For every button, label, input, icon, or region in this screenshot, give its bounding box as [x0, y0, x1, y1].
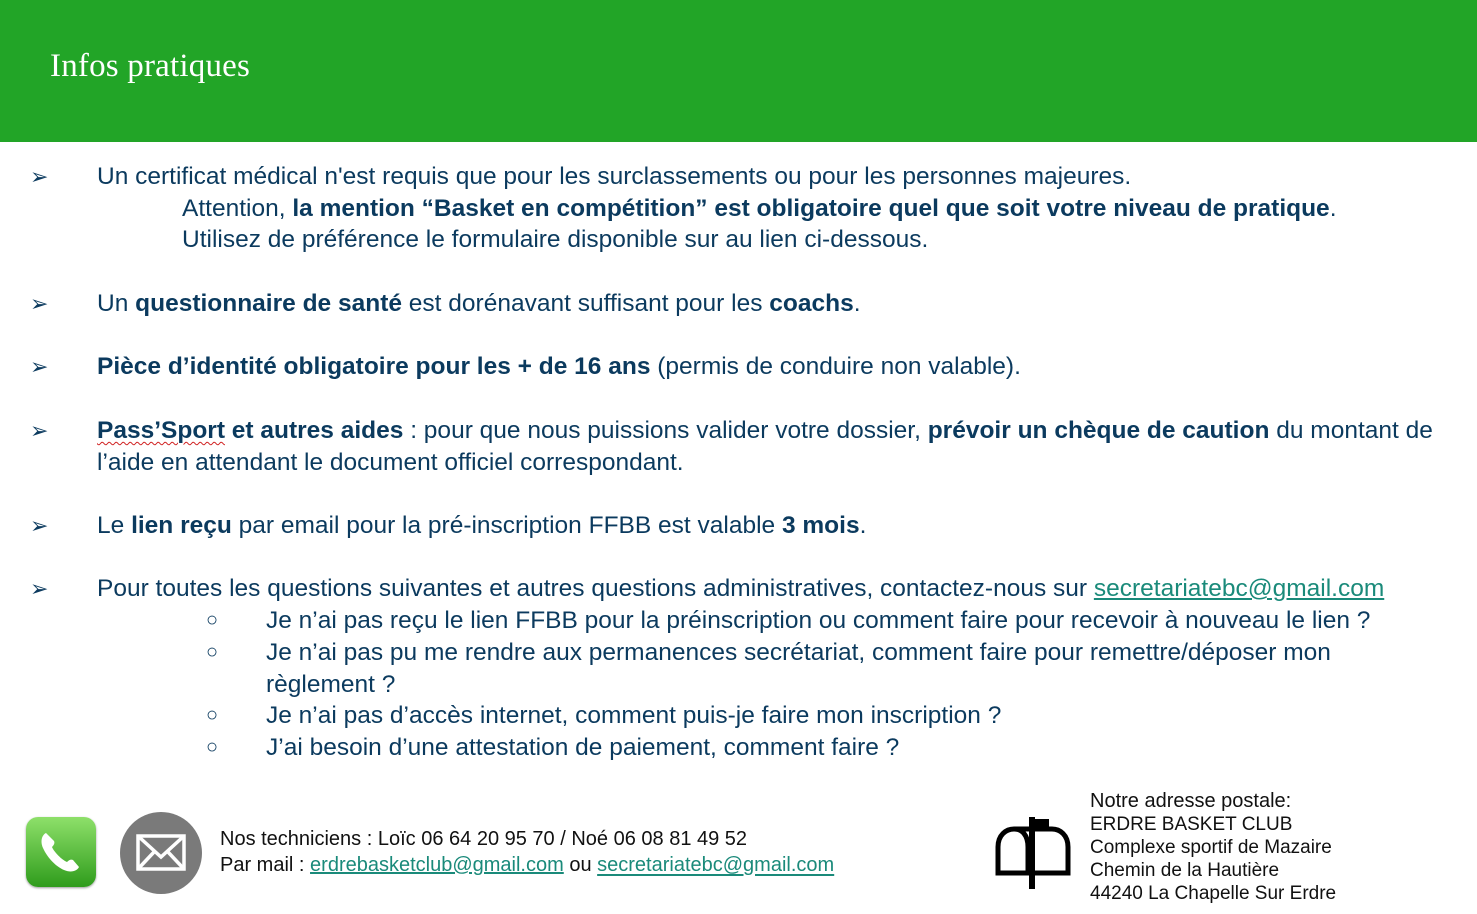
address-heading: Notre adresse postale: — [1090, 790, 1292, 812]
arrowhead-bullet-icon: ➢ — [30, 576, 49, 601]
address-line: Chemin de la Hautière — [1090, 860, 1280, 881]
arrowhead-bullet-icon: ➢ — [30, 513, 49, 538]
circle-bullet-icon: ○ — [206, 609, 219, 631]
secretariat-email-link[interactable]: secretariatebc@gmail.com — [1093, 575, 1385, 602]
secretariat-email-link-footer[interactable]: secretariatebc@gmail.com — [597, 854, 835, 876]
header-banner — [0, 0, 1477, 142]
page-title: Infos pratiques — [50, 48, 251, 84]
circle-bullet-icon: ○ — [206, 704, 219, 726]
circle-bullet-icon: ○ — [206, 736, 219, 758]
item-text: Un certificat médical n'est requis que pour les surclassements ou pour les personnes majeures. — [97, 163, 1132, 190]
arrowhead-bullet-icon: ➢ — [30, 354, 49, 379]
arrowhead-bullet-icon: ➢ — [30, 418, 49, 443]
address-line: Complexe sportif de Mazaire — [1090, 837, 1332, 858]
item-attention-line: Attention, la mention “Basket en compétition” est obligatoire quel que soit votre niveau de pratique. — [182, 194, 1337, 222]
technicians-phone-line: Nos techniciens : Loïc 06 64 20 95 70 / Noé 06 08 81 49 52 — [220, 828, 748, 850]
mail-line: Par mail : erdrebasketclub@gmail.com ou secretariatebc@gmail.com — [220, 854, 835, 876]
arrowhead-bullet-icon: ➢ — [30, 291, 49, 316]
item-form-hint: Utilisez de préférence le formulaire disponible sur au lien ci-dessous. — [182, 226, 929, 253]
address-line: ERDRE BASKET CLUB — [1090, 814, 1293, 835]
mailbox-icon — [994, 815, 1072, 891]
circle-bullet-icon: ○ — [206, 641, 219, 663]
arrowhead-bullet-icon: ➢ — [30, 164, 49, 189]
postal-address — [1090, 790, 1336, 905]
contact-info — [220, 826, 834, 878]
envelope-icon — [120, 812, 202, 894]
address-line: 44240 La Chapelle Sur Erdre — [1090, 883, 1337, 904]
phone-icon — [26, 817, 96, 887]
club-email-link[interactable]: erdrebasketclub@gmail.com — [310, 854, 564, 876]
